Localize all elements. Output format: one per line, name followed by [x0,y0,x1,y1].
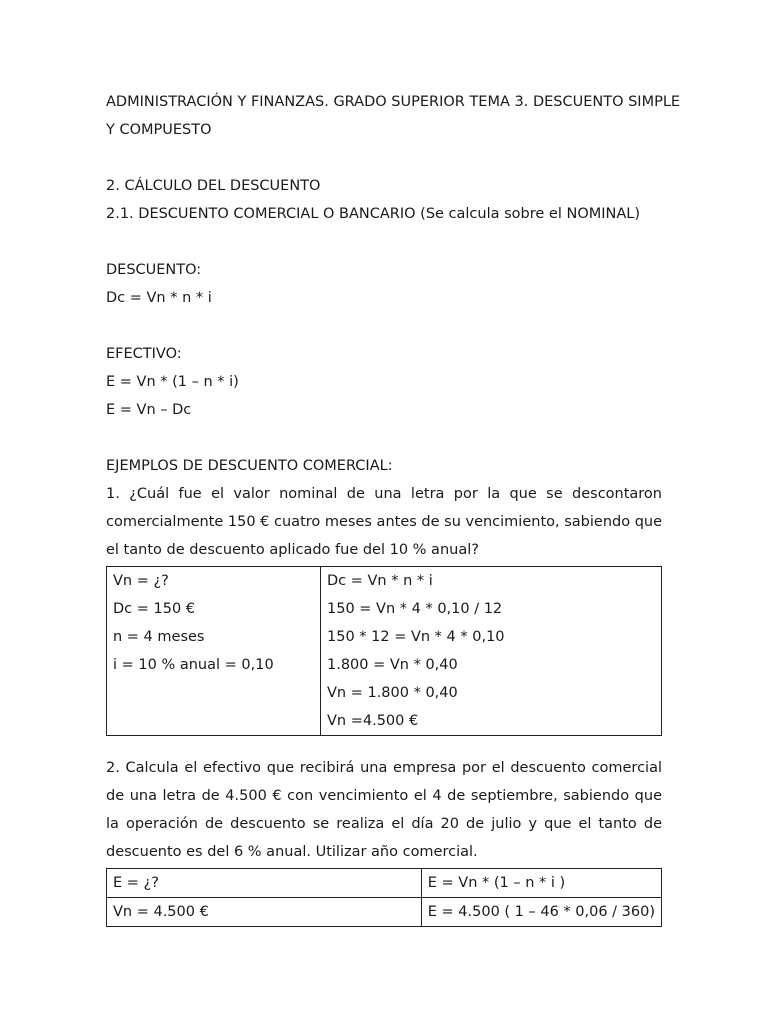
given-line: Vn = ¿? [113,573,169,589]
solution-line: E = Vn * (1 – n * i ) [427,875,566,891]
efectivo-formula-2: E = Vn – Dc [106,402,192,418]
subsection-heading: 2.1. DESCUENTO COMERCIAL O BANCARIO (Se calcula sobre el NOMINAL) [106,206,641,222]
given-line: i = 10 % anual = 0,10 [113,657,274,673]
example-2-given-cell [107,869,422,898]
given-line: Dc = 150 € [113,601,196,617]
example-2-solution-cell [421,898,661,927]
given-line: Vn = 4.500 € [113,904,209,920]
solution-line: Vn =4.500 € [327,713,419,729]
example-2-table [106,868,662,927]
descuento-formula: Dc = Vn * n * i [106,290,212,306]
example-2-solution-cell [421,869,661,898]
efectivo-formula-1: E = Vn * (1 – n * i) [106,374,239,390]
section-heading: 2. CÁLCULO DEL DESCUENTO [106,178,321,194]
doc-header-line-1: ADMINISTRACIÓN Y FINANZAS. GRADO SUPERIOR TEMA 3. DESCUENTO SIMPLE [106,94,681,110]
given-line: E = ¿? [113,875,159,891]
examples-title: EJEMPLOS DE DESCUENTO COMERCIAL: [106,458,393,474]
solution-line: Dc = Vn * n * i [327,573,433,589]
solution-line: 150 * 12 = Vn * 4 * 0,10 [327,629,505,645]
descuento-label: DESCUENTO: [106,262,202,278]
example-2-given-cell [107,898,422,927]
example-1-givens-cell [107,567,321,736]
efectivo-label: EFECTIVO: [106,346,182,362]
solution-line: 1.800 = Vn * 0,40 [327,657,458,673]
solution-line: E = 4.500 ( 1 – 46 * 0,06 / 360) [427,904,655,920]
example-1-table [106,566,662,736]
doc-header-line-2: Y COMPUESTO [106,122,212,138]
given-line: n = 4 meses [113,629,205,645]
document-page [106,88,681,927]
example-1-solution-cell [321,567,662,736]
solution-line: 150 = Vn * 4 * 0,10 / 12 [327,601,503,617]
solution-line: Vn = 1.800 * 0,40 [327,685,458,701]
example-2-text: 2. Calcula el efectivo que recibirá una empresa por el descuento comercial de una letra de 4.500 € con vencimiento el 4 de septiembre, sabiendo que la operación de descuento se realiza el día 20 de julio y que el tanto de descuento es del 6 % anual. Utilizar año comercial. [106,760,662,860]
example-1-text: 1. ¿Cuál fue el valor nominal de una letra por la que se descontaron comercialmente 150 € cuatro meses antes de su vencimiento, sabiendo que el tanto de descuento aplicado fue del 10 % anual? [106,486,663,558]
